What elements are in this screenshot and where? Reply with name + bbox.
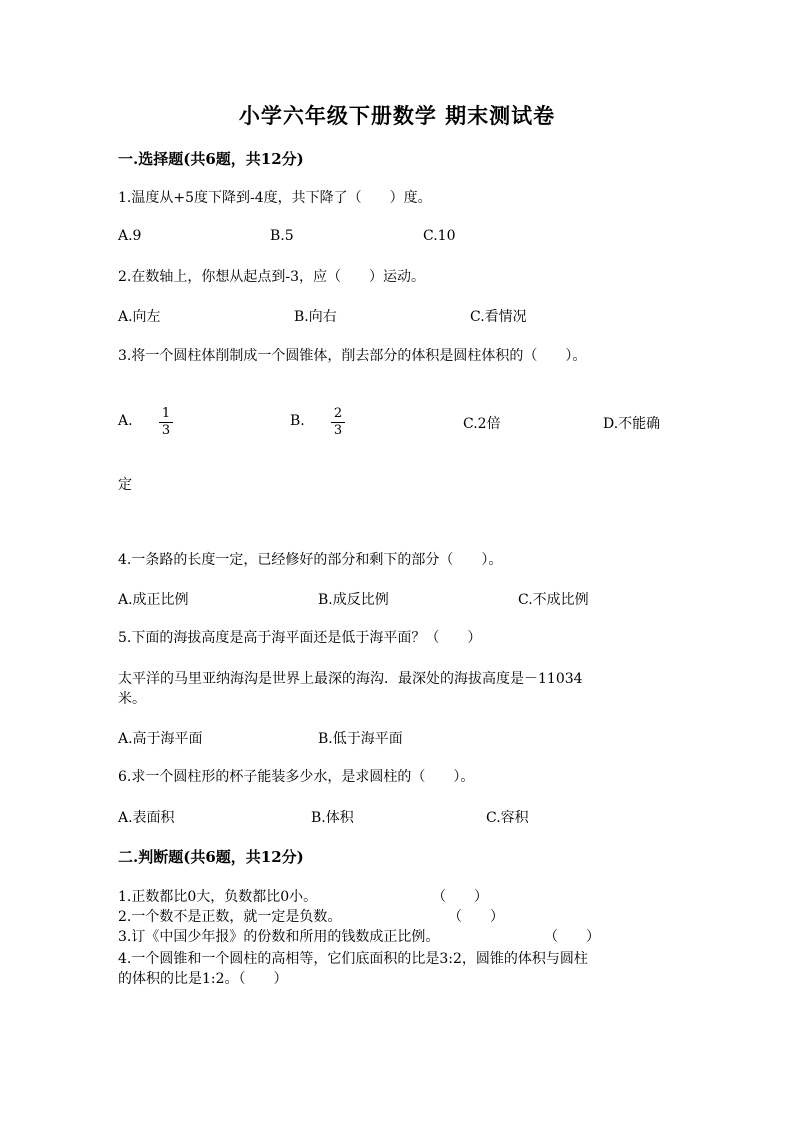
question-1-option-c[interactable]: C.10 <box>423 228 456 244</box>
question-3-option-b-fraction <box>331 407 345 438</box>
question-1-stem: 1.温度从+5度下降到-4度，共下降了（ ）度。 <box>118 190 432 206</box>
fraction-denominator: 3 <box>333 423 343 438</box>
question-6-stem: 6.求一个圆柱形的杯子能装多少水，是求圆柱的（ ）。 <box>118 769 475 785</box>
question-5-text-line-2: 米。 <box>118 691 146 707</box>
fraction-denominator: 3 <box>161 423 171 438</box>
question-3-option-a-label[interactable]: A. <box>118 413 133 429</box>
question-4-stem: 4.一条路的长度一定，已经修好的部分和剩下的部分（ ）。 <box>118 552 503 568</box>
question-3-option-d-continued: 定 <box>118 477 132 493</box>
judgement-3-text: 3.订《中国少年报》的份数和所用的钱数成正比例。 <box>118 929 440 945</box>
question-1-option-a[interactable]: A.9 <box>118 228 142 244</box>
judgement-4-text-line-2: 的体积的比是1:2。（ ） <box>118 971 288 987</box>
question-3-option-d[interactable]: D.不能确 <box>603 416 661 432</box>
question-2-option-b[interactable]: B.向右 <box>294 309 337 325</box>
judgement-1-answer-blank[interactable]: （ ） <box>432 889 488 905</box>
question-2-option-a[interactable]: A.向左 <box>118 309 161 325</box>
page-title: 小学六年级下册数学 期末测试卷 <box>238 103 556 128</box>
section-heading-judgement: 二.判断题(共6题，共12分) <box>118 848 304 866</box>
question-1-option-b[interactable]: B.5 <box>270 228 294 244</box>
question-5-text-line-1: 太平洋的马里亚纳海沟是世界上最深的海沟．最深处的海拔高度是－11034 <box>118 671 583 687</box>
fraction-numerator: 2 <box>333 406 343 421</box>
section-heading-choice: 一.选择题(共6题，共12分) <box>118 150 304 168</box>
judgement-2-answer-blank[interactable]: （ ） <box>448 909 504 925</box>
question-6-option-c[interactable]: C.容积 <box>486 810 529 826</box>
question-6-option-b[interactable]: B.体积 <box>311 810 354 826</box>
fraction-numerator: 1 <box>161 406 171 421</box>
question-3-option-a-fraction <box>159 407 173 438</box>
judgement-2-text: 2.一个数不是正数，就一定是负数。 <box>118 909 342 925</box>
question-2-stem: 2.在数轴上，你想从起点到-3，应（ ）运动。 <box>118 269 425 285</box>
question-5-option-a[interactable]: A.高于海平面 <box>118 731 203 747</box>
question-5-stem: 5.下面的海拔高度是高于海平面还是低于海平面？（ ） <box>118 630 482 646</box>
question-2-option-c[interactable]: C.看情况 <box>470 309 527 325</box>
judgement-1-text: 1.正数都比0大，负数都比0小。 <box>118 889 318 905</box>
question-5-option-b[interactable]: B.低于海平面 <box>318 731 403 747</box>
question-3-stem: 3.将一个圆柱体削制成一个圆锥体，削去部分的体积是圆柱体积的（ ）。 <box>118 348 587 364</box>
question-3-option-c[interactable]: C.2倍 <box>463 416 501 432</box>
question-6-option-a[interactable]: A.表面积 <box>118 810 175 826</box>
question-4-option-a[interactable]: A.成正比例 <box>118 592 189 608</box>
question-3-option-b-label[interactable]: B. <box>290 413 305 429</box>
judgement-3-answer-blank[interactable]: （ ） <box>544 929 600 945</box>
judgement-4-text-line-1: 4.一个圆锥和一个圆柱的高相等，它们底面积的比是3:2，圆锥的体积与圆柱 <box>118 951 588 967</box>
question-4-option-b[interactable]: B.成反比例 <box>318 592 389 608</box>
question-4-option-c[interactable]: C.不成比例 <box>518 592 589 608</box>
